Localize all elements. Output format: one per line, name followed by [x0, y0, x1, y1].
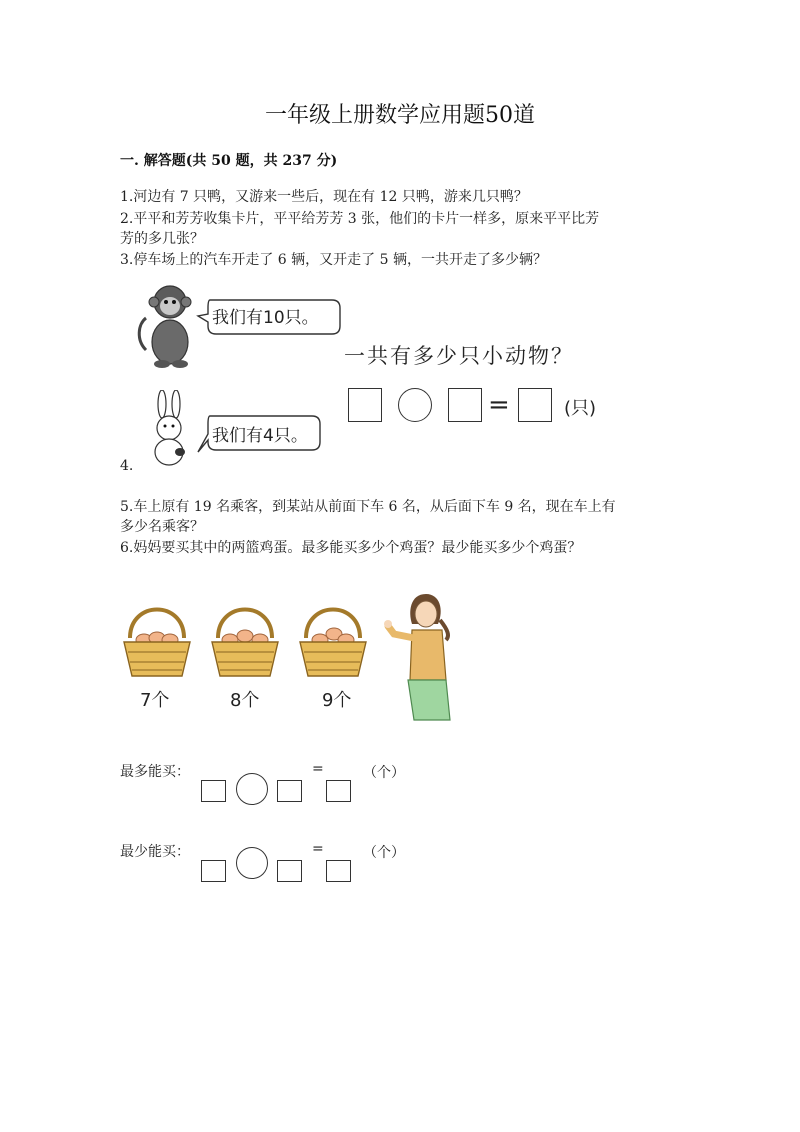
question-5-line-2: 多少名乘客？	[120, 519, 204, 535]
rabbit-bubble-text: 我们有4只。	[212, 426, 308, 446]
basket-label: 8个	[230, 690, 260, 711]
rabbit-illustration	[144, 390, 196, 468]
question-1: 1.河边有 7 只鸭，又游来一些后，现在有 12 只鸭，游来几只鸭？	[120, 189, 528, 205]
equals-sign: =	[312, 841, 324, 857]
operator-circle[interactable]	[236, 773, 268, 805]
question-4-number: 4.	[120, 458, 134, 474]
min-buy-label: 最少能买：	[120, 844, 190, 860]
answer-box[interactable]	[326, 780, 351, 802]
answer-box[interactable]	[326, 860, 351, 882]
basket-label: 9个	[322, 690, 352, 711]
answer-box[interactable]	[448, 388, 482, 422]
question-6: 6.妈妈要买其中的两篮鸡蛋。最多能买多少个鸡蛋？最少能买多少个鸡蛋？	[120, 540, 582, 556]
egg-basket-icon	[210, 594, 280, 680]
question-3: 3.停车场上的汽车开走了 6 辆，又开走了 5 辆，一共开走了多少辆？	[120, 252, 547, 268]
answer-box[interactable]	[277, 780, 302, 802]
basket-label: 7个	[140, 690, 170, 711]
page-title: 一年级上册数学应用题50道	[265, 103, 535, 128]
max-buy-label: 最多能买：	[120, 764, 190, 780]
monkey-illustration	[134, 280, 196, 370]
unit-label: （个）	[363, 765, 405, 781]
equals-sign: =	[488, 390, 510, 420]
question-2-line-1: 2.平平和芳芳收集卡片，平平给芳芳 3 张，他们的卡片一样多，原来平平比芳	[120, 211, 600, 227]
equals-sign: =	[312, 761, 324, 777]
monkey-bubble-text: 我们有10只。	[212, 308, 319, 328]
section-heading: 一. 解答题(共 50 题，共 237 分)	[120, 153, 338, 169]
answer-box[interactable]	[201, 860, 226, 882]
operator-circle[interactable]	[398, 388, 432, 422]
question-4-figure	[130, 278, 630, 468]
unit-label: （个）	[363, 845, 405, 861]
question-5-line-1: 5.车上原有 19 名乘客，到某站从前面下车 6 名，从后面下车 9 名，现在车上有	[120, 499, 616, 515]
egg-basket-icon	[122, 594, 192, 680]
operator-circle[interactable]	[236, 847, 268, 879]
answer-box[interactable]	[518, 388, 552, 422]
answer-box[interactable]	[348, 388, 382, 422]
woman-illustration	[384, 590, 468, 722]
answer-box[interactable]	[277, 860, 302, 882]
answer-box[interactable]	[201, 780, 226, 802]
egg-basket-icon	[298, 594, 368, 680]
unit-label: (只)	[564, 398, 597, 419]
figure-4-question: 一共有多少只小动物？	[344, 344, 574, 368]
question-6-figure	[118, 590, 478, 725]
question-2-line-2: 芳的多几张？	[120, 231, 204, 247]
